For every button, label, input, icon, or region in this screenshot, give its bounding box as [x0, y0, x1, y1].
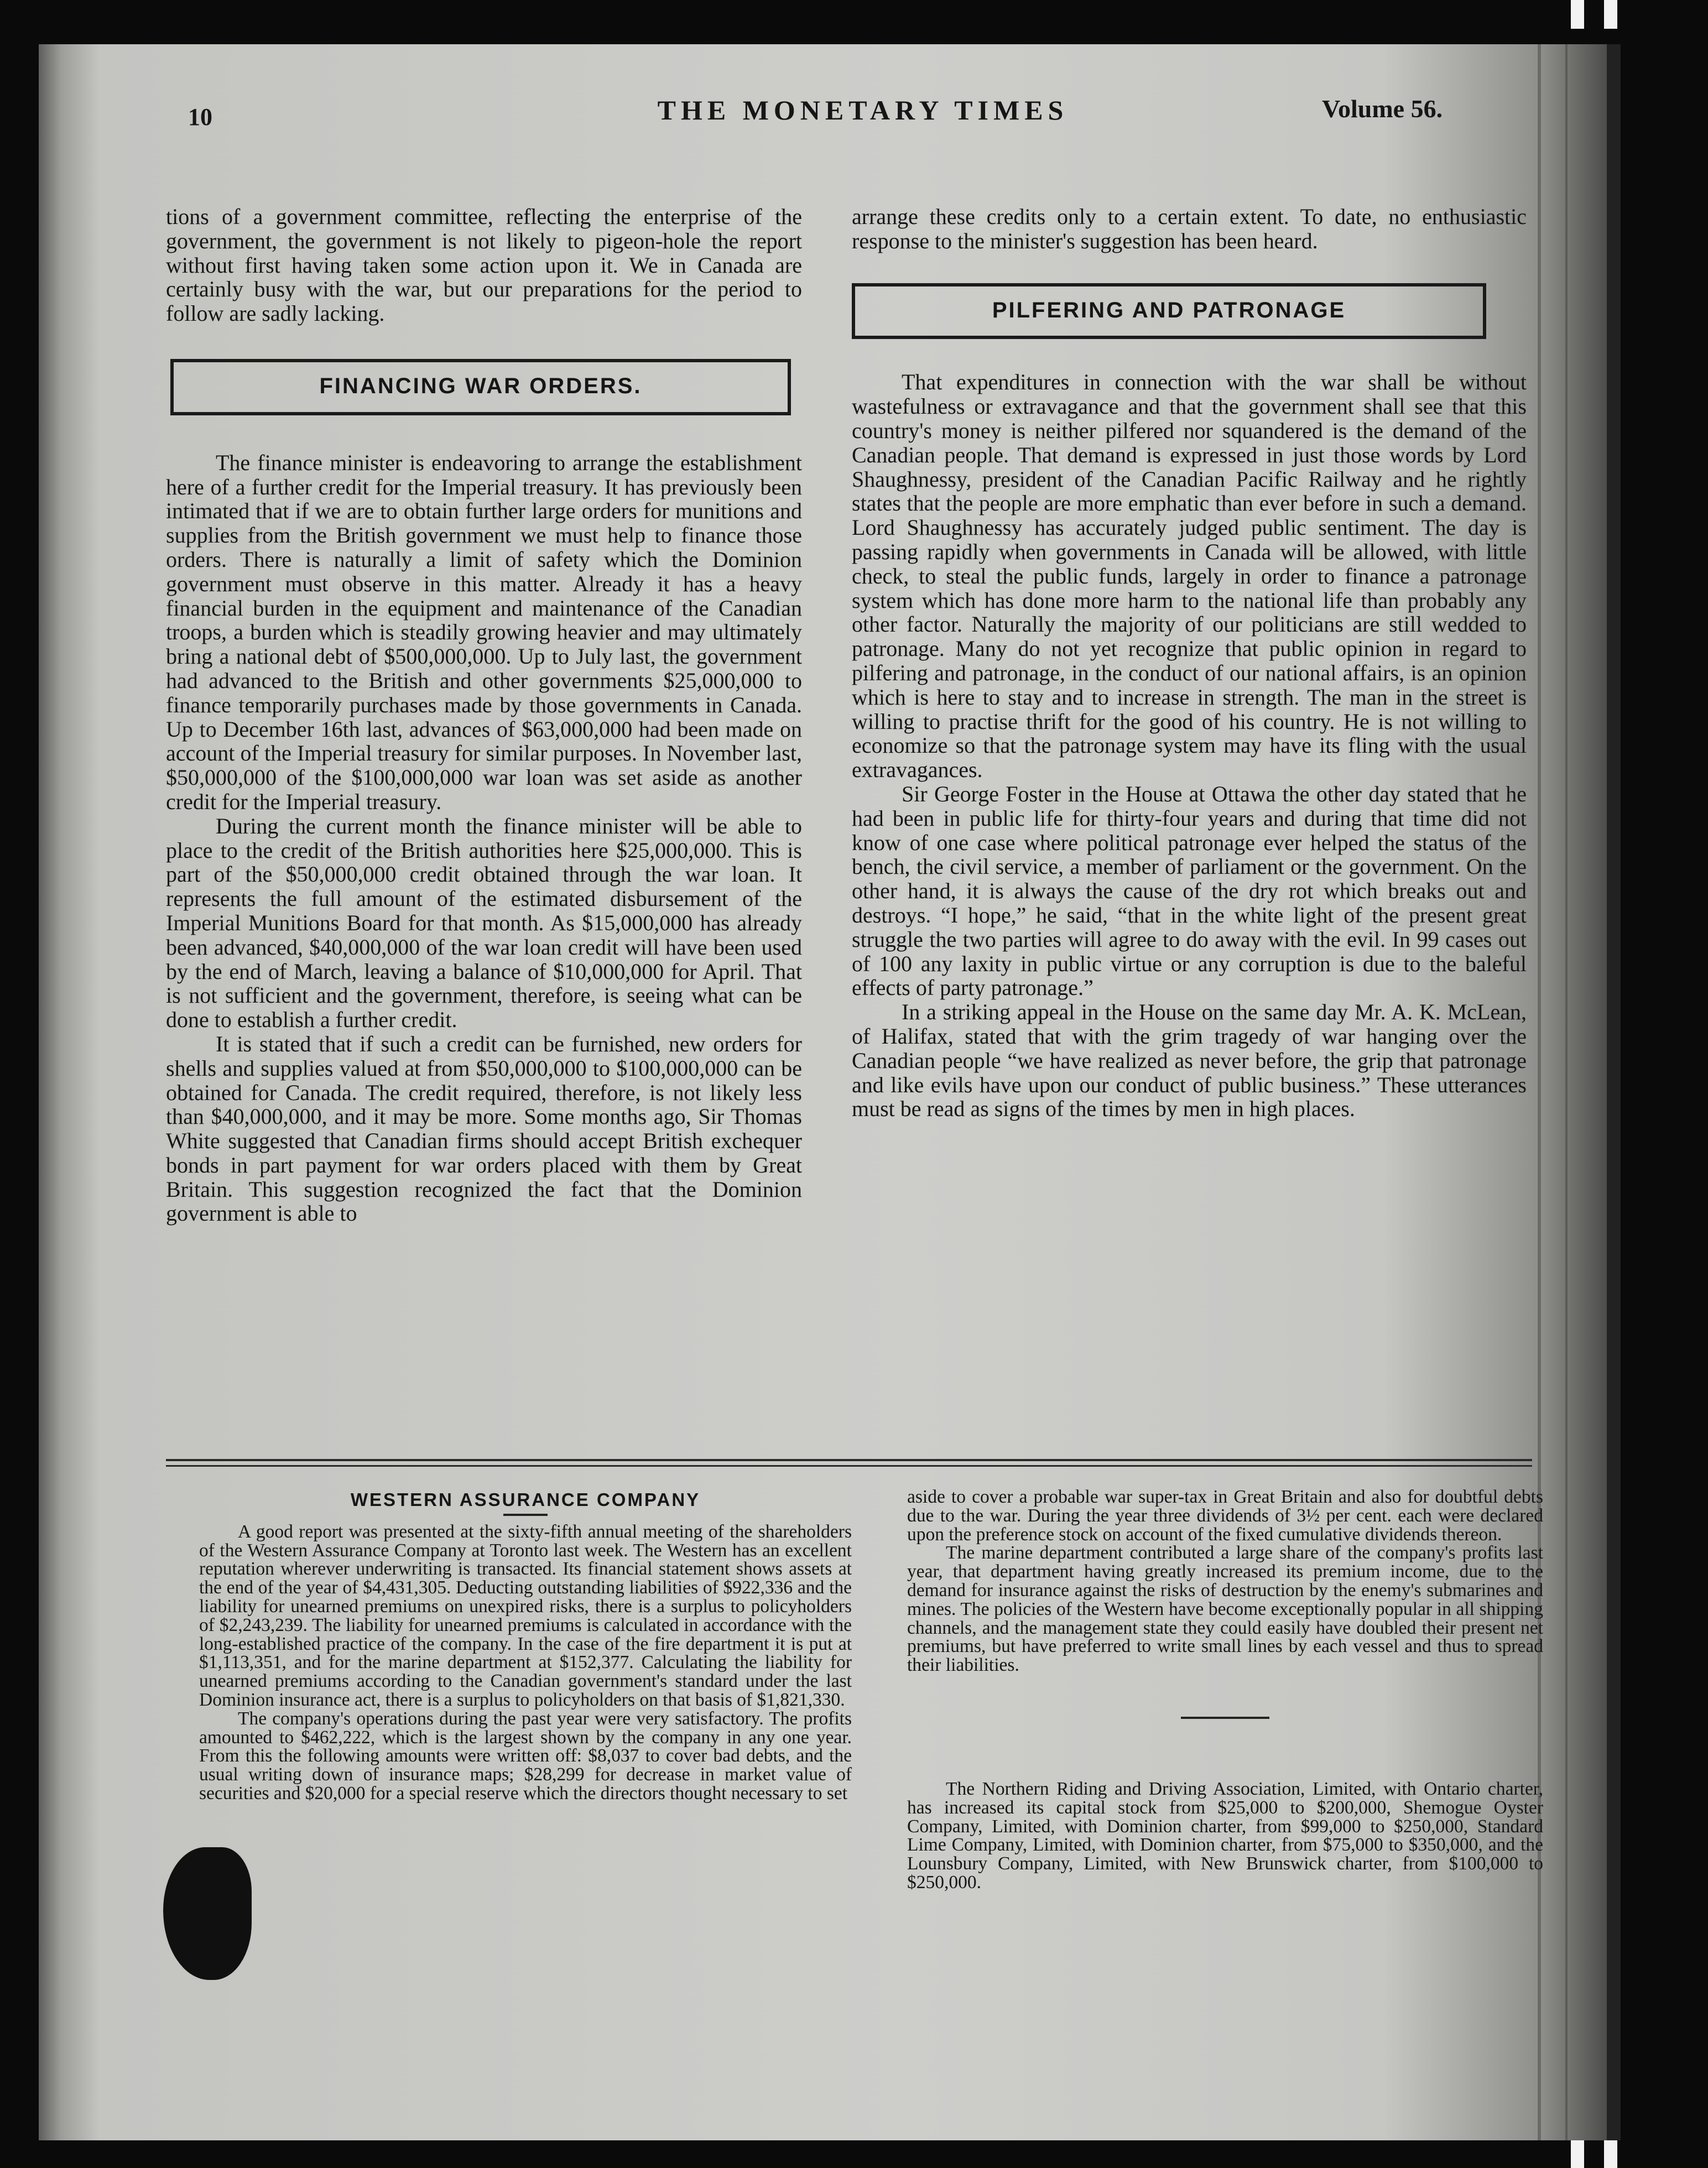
masthead: THE MONETARY TIMES [657, 95, 1069, 126]
pilfering-and-patronage-heading: PILFERING AND PATRONAGE [852, 283, 1486, 340]
right-column [852, 205, 1527, 1121]
financing-paragraph-3: It is stated that if such a credit can be furnished, new orders for shells and supplies valued at from $50,000,000 to $100,000,000 can be obtained for Canada. The credit required, therefore, is not likely less than $40,000,000, and it may be more. Some months ago, Sir Thomas White suggested that Canadian firms should accept British exchequer bonds in part payment for war orders placed with them by Great Britain. This suggestion recognized the fact that the Dominion government is able to [166, 1031, 802, 1226]
western-assurance-article [199, 1490, 852, 1803]
financing-paragraph-2: During the current month the finance minister will be able to place to the credit of the British authorities here $25,000,000. This is part of the $50,000,000 credit obtained through the war loan. It represents the full amount of the estimated disbursement of the Imperial Munitions Board for that month. As $15,000,000 has already been advanced, $40,000,000 of the war loan credit will have been used by the end of March, leaving a balance of $10,000,000 for April. That is not sufficient and the government, therefore, is seeing what can be done to establish a further credit. [166, 813, 802, 1033]
film-frame-mark-bottom-2 [1604, 2139, 1617, 2168]
right-intro-paragraph: arrange these credits only to a certain extent. To date, no enthusiastic response to the minister's suggestion has been heard. [852, 204, 1527, 253]
western-assurance-paragraph-2: The company's operations during the past year were very satisfactory. The profits amounted to $462,222, which is the largest shown by the company in any one year. From this the following amounts were written off: $8,037 to cover bad debts, and the usual writing down of insurance maps; $28,299 for decrease in market value of securities and $20,000 for a special reserve which the directors thought necessary to set [199, 1708, 852, 1804]
western-assurance-paragraph-3: aside to cover a probable war super-tax in Great Britain and also for doubtful debts due to the war. During the year three dividends of 3½ per cent. each were declared upon the preference stock on account of the fixed cumulative dividends thereon. [907, 1487, 1543, 1545]
western-assurance-paragraph-1: A good report was presented at the sixty-fifth annual meeting of the shareholders of the Western Assurance Company at Toronto last week. The Western has an excellent reputation wherever underwriting is transacted. Its financial statement shows assets at the end of the year of $4,431,305. Deducting outstanding liabilities of $922,336 and the liability for unearned premiums on unexpired risks, there is a surplus to policyholders of $2,243,239. The liability for unearned premiums is calculated in accordance with the long-established practice of the company. In the case of the fire department it is put at $1,113,351, and for the marine department at $152,377. Calculating the liability for unearned premiums according to the Canadian government's standard under the last Dominion insurance act, there is a surplus to policyholders on that basis of $1,821,330. [199, 1521, 852, 1710]
western-assurance-paragraph-4: The marine department contributed a large share of the company's profits last year, that department having greatly increased its premium income, due to the demand for insurance against the risks of destruction by the enemy's submarines and mines. The policies of the Western have become exceptionally popular in all shipping channels, and the management state they could easily have doubled their present net premiums, but have preferred to write small lines by each vessel and thus to spread their liabilities. [907, 1542, 1543, 1676]
volume-label: Volume 56. [1322, 95, 1443, 123]
section-divider-rule [166, 1459, 1532, 1467]
pilfering-paragraph-2: Sir George Foster in the House at Ottawa the other day stated that he had been in public life for thirty-four years and during that time did not know of one case where political patronage ever helped the status of the bench, the civil service, a member of parliament or the government. On the other hand, it is always the cause of the dry rot which breaks out and destroys. “I hope,” he said, “that in the white light of the present great struggle the two parties will agree to do away with the evil. In 99 cases out of 100 any laxity in public virtue or any corruption is due to the baleful effects of party patronage.” [852, 781, 1527, 1000]
left-intro-paragraph: tions of a government committee, reflecting the enterprise of the government, the government is not likely to pigeon-hole the report without first having taken some action upon it. We in Canada are certainly busy with the war, but our preparations for the period to follow are sadly lacking. [166, 204, 802, 326]
left-column [166, 205, 802, 1226]
financing-paragraph-1: The finance minister is endeavoring to arrange the establishment here of a further credit for the Imperial treasury. It has previously been intimated that if we are to obtain further large orders for munitions and supplies from the British government we must help to finance those orders. There is naturally a limit of safety which the Dominion government must observe in this matter. Already it has a heavy financial burden in the equipment and maintenance of the Canadian troops, a burden which is steadily growing heavier and may ultimately bring a national debt of $500,000,000. Up to July last, the government had advanced to the British and other governments $25,000,000 to finance temporarily purchases made by those governments in Canada. Up to December 16th last, advances of $63,000,000 had been made on account of the Imperial treasury for similar purposes. In November last, $50,000,000 of the $100,000,000 war loan was set aside as another credit for the Imperial treasury. [166, 450, 802, 814]
financing-war-orders-heading: FINANCING WAR ORDERS. [170, 359, 791, 415]
page-binding-line-2 [1565, 44, 1568, 2140]
capital-increase-notice: The Northern Riding and Driving Association, Limited, with Ontario charter, has increased its capital stock from $25,000 to $200,000, Shemogue Oyster Company, Limited, with Dominion charter, from $99,000 to $250,000, Standard Lime Company, Limited, with Dominion charter, from $75,000 to $350,000, and the Lounsbury Company, Limited, with New Brunswick charter, from $100,000 to $250,000. [907, 1778, 1543, 1893]
western-assurance-heading: WESTERN ASSURANCE COMPANY [350, 1489, 701, 1510]
article-separator-rule [1181, 1717, 1269, 1719]
heading-underline-rule [503, 1514, 548, 1516]
western-assurance-continued [907, 1488, 1543, 1892]
pilfering-paragraph-1: That expenditures in connection with the war shall be without wastefulness or extravagance and that the government shall see that this country's money is neither pilfered nor squandered is the demand of the Canadian people. That demand is expressed in just those words by Lord Shaughnessy, president of the Canadian Pacific Railway and he rightly states that the people are more emphatic than ever before in such a demand. Lord Shaughnessy has accurately judged public sentiment. The day is passing rapidly when governments in Canada will be allowed, with little check, to steal the public funds, largely in order to finance a patronage system which has done more harm to the national life than probably any other factor. Naturally the majority of our politicians are still wedded to patronage. Many do not yet recognize that public opinion in regard to pilfering and patronage, in the conduct of our national affairs, is an opinion which is here to stay and to increase in strength. The man in the street is willing to practise thrift for the good of his country. He is not willing to economize so that the patronage system may have its fling with the usual extravagances. [852, 369, 1527, 783]
film-frame-mark-top-2 [1604, 0, 1617, 29]
pilfering-paragraph-3: In a striking appeal in the House on the same day Mr. A. K. McLean, of Halifax, stated that with the grim tragedy of war hanging over the Canadian people “we have realized as never before, the grip that patronage and like evils have upon our conduct of public business.” These utterances must be read as signs of the times by men in high places. [852, 999, 1527, 1122]
film-frame-mark-top-1 [1571, 0, 1584, 29]
page-gutter [1607, 44, 1621, 2140]
page-number: 10 [188, 103, 212, 131]
film-frame-mark-bottom-1 [1571, 2139, 1584, 2168]
